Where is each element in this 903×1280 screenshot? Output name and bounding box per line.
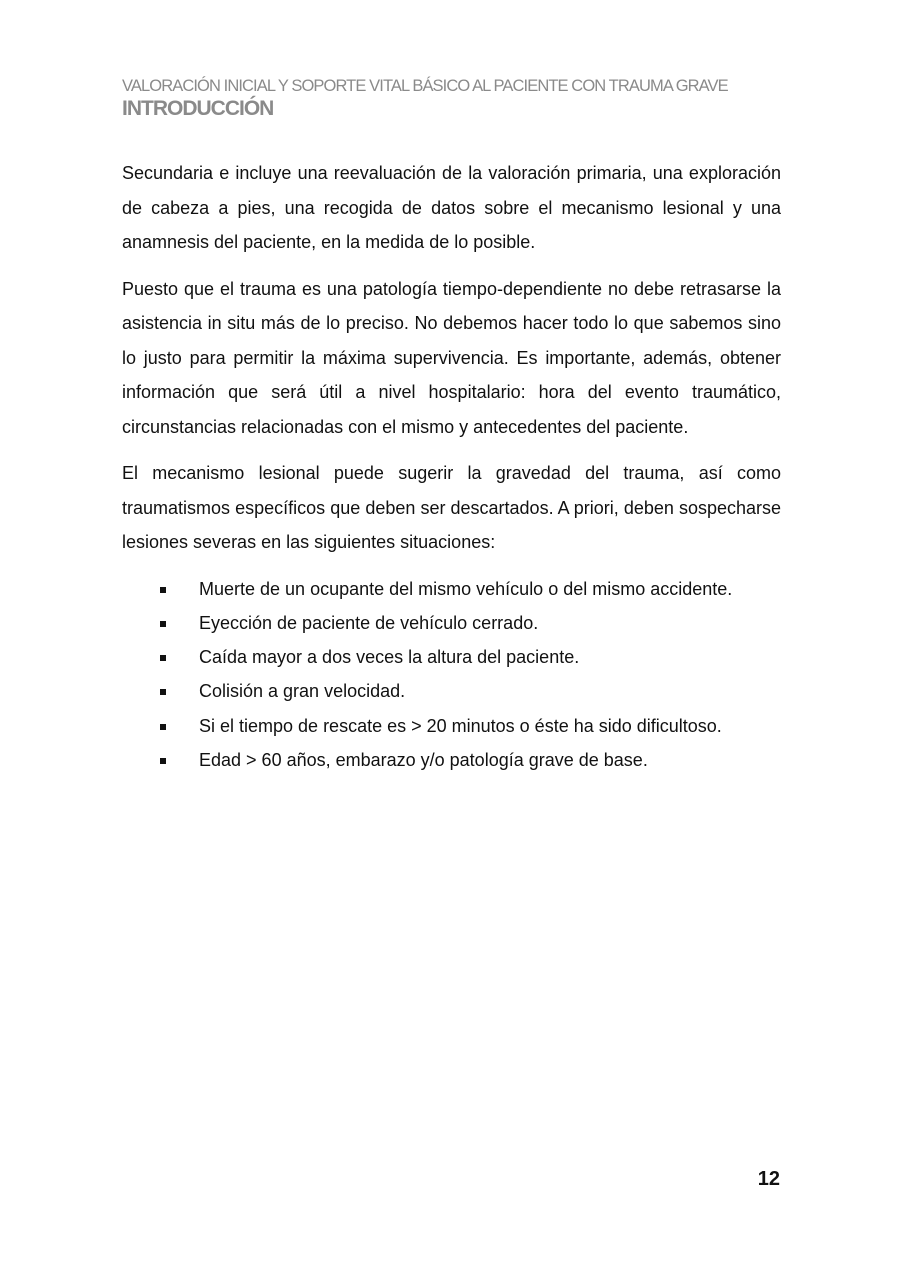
- section-title: INTRODUCCIÓN: [122, 97, 274, 120]
- list-item-text: Muerte de un ocupante del mismo vehículo o del mismo accidente.: [199, 578, 733, 599]
- body-content: [122, 156, 781, 777]
- list-item-text: Caída mayor a dos veces la altura del paciente.: [199, 647, 580, 668]
- list-item: [122, 674, 781, 708]
- square-bullet-icon: [160, 689, 166, 695]
- paragraph: El mecanismo lesional puede sugerir la gravedad del trauma, así como traumatismos específicos que deben ser descartados. A priori, deben sospecharse lesiones severas en las siguientes situaciones:: [122, 463, 781, 552]
- list-item-text: Si el tiempo de rescate es > 20 minutos o éste ha sido dificultoso.: [199, 715, 722, 736]
- square-bullet-icon: [160, 655, 166, 661]
- list-item: [122, 743, 781, 777]
- list-item-text: Colisión a gran velocidad.: [199, 681, 406, 702]
- square-bullet-icon: [160, 724, 166, 730]
- paragraph: Secundaria e incluye una reevaluación de la valoración primaria, una exploración de cabeza a pies, una recogida de datos sobre el mecanismo lesional y una anamnesis del paciente, en la medida de lo posible.: [122, 163, 781, 252]
- list-item: [122, 606, 781, 640]
- list-item: [122, 640, 781, 674]
- list-item-text: Eyección de paciente de vehículo cerrado.: [199, 612, 539, 633]
- list-item: [122, 572, 781, 606]
- bullet-list: [122, 572, 781, 778]
- list-item: [122, 709, 781, 743]
- document-header: [122, 76, 822, 122]
- header-subtitle: VALORACIÓN INICIAL Y SOPORTE VITAL BÁSICO AL PACIENTE CON TRAUMA GRAVE: [122, 77, 728, 95]
- square-bullet-icon: [160, 587, 166, 593]
- page-number: 12: [757, 1168, 780, 1190]
- paragraph: Puesto que el trauma es una patología tiempo-dependiente no debe retrasarse la asistencia in situ más de lo preciso. No debemos hacer todo lo que sabemos sino lo justo para permitir la máxima supervivencia. Es importante, además, obtener información que será útil a nivel hospitalario: hora del evento traumático, circunstancias relacionadas con el mismo y antecedentes del paciente.: [122, 278, 781, 437]
- square-bullet-icon: [160, 621, 166, 627]
- square-bullet-icon: [160, 758, 166, 764]
- list-item-text: Edad > 60 años, embarazo y/o patología grave de base.: [199, 749, 648, 770]
